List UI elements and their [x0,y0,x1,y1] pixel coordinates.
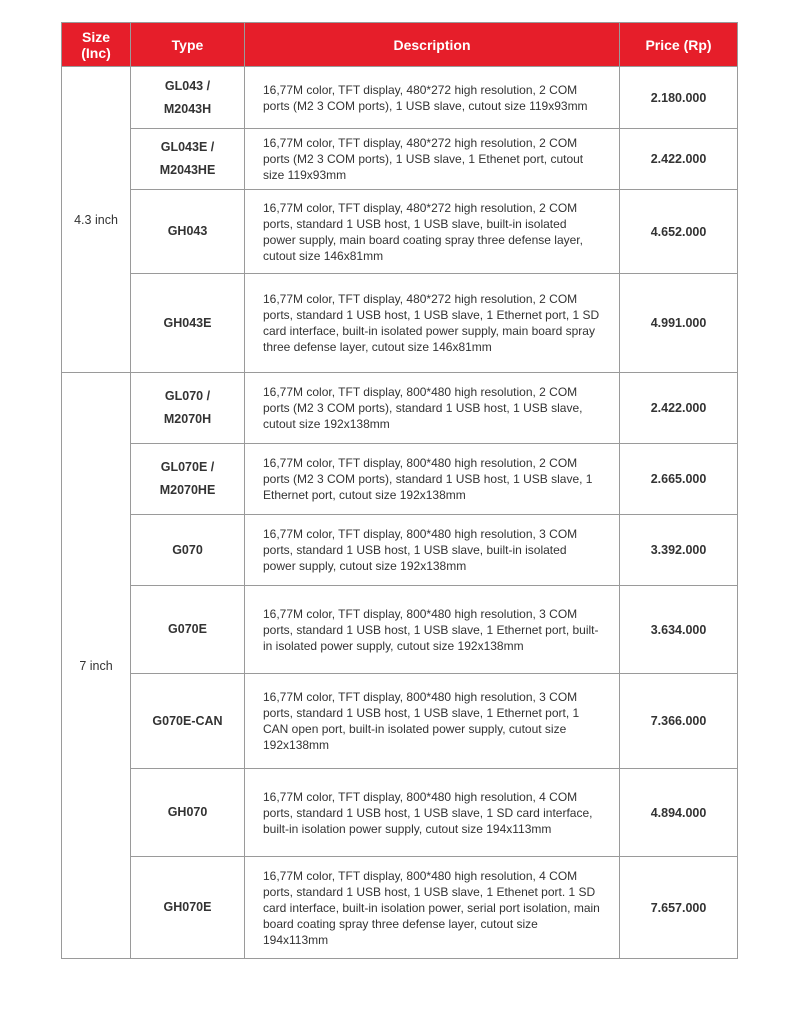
price-cell: 4.894.000 [620,769,738,857]
description-cell: 16,77M color, TFT display, 480*272 high resolution, 2 COM ports, standard 1 USB host, 1 USB slave, built-in isolated power supply, main board coating spray three defense layer, cutout size 146x81mm [245,190,620,274]
type-label: G070E [168,622,207,636]
type-cell [131,444,245,515]
table-row [62,586,738,674]
type-cell [131,129,245,190]
price-cell: 2.422.000 [620,373,738,444]
type-cell [131,674,245,769]
type-label: GL043 / [164,78,211,93]
type-label: GL043E / [160,140,215,154]
table-body [62,67,738,959]
price-cell: 7.657.000 [620,857,738,959]
type-label: M2070H [163,412,212,426]
header-price: Price (Rp) [620,23,738,67]
price-table [61,22,738,959]
description-cell: 16,77M color, TFT display, 800*480 high resolution, 2 COM ports (M2 3 COM ports), standard 1 USB host, 1 USB slave, 1 Ethernet port, cutout size 192x138mm [245,444,620,515]
description-cell: 16,77M color, TFT display, 800*480 high resolution, 3 COM ports, standard 1 USB host, 1 USB slave, 1 Ethernet port, built-in isolated power supply, cutout size 192x138mm [245,586,620,674]
description-cell: 16,77M color, TFT display, 800*480 high resolution, 2 COM ports (M2 3 COM ports), standard 1 USB host, 1 USB slave, cutout size 192x138mm [245,373,620,444]
price-cell: 4.991.000 [620,274,738,373]
price-cell: 2.180.000 [620,67,738,129]
table-row [62,190,738,274]
price-cell: 4.652.000 [620,190,738,274]
type-cell [131,373,245,444]
header-size-line2: (Inc) [81,44,111,61]
type-label: GH043E [163,315,212,330]
description-cell: 16,77M color, TFT display, 800*480 high resolution, 4 COM ports, standard 1 USB host, 1 USB slave, 1 Ethenet port. 1 SD card interface, built-in isolation power, serial port isolation, main board coating spray three defense layer, cutout size 194x113mm [245,857,620,959]
description-cell: 16,77M color, TFT display, 480*272 high resolution, 2 COM ports (M2 3 COM ports), 1 USB slave, 1 Ethenet port, cutout size 119x93mm [245,129,620,190]
header-size-line1: Size [81,28,110,45]
type-label: M2043HE [159,163,216,177]
type-label: M2043H [163,101,212,116]
price-cell: 2.422.000 [620,129,738,190]
type-cell [131,67,245,129]
description-cell: 16,77M color, TFT display, 800*480 high resolution, 3 COM ports, standard 1 USB host, 1 USB slave, 1 Ethernet port, 1 CAN open port, built-in isolated power supply, cutout size 192x138mm [245,674,620,769]
type-label: GH043 [167,224,208,238]
type-cell [131,515,245,586]
type-label: M2070HE [159,483,216,497]
price-cell: 7.366.000 [620,674,738,769]
table-row [62,274,738,373]
type-cell [131,274,245,373]
price-cell: 3.634.000 [620,586,738,674]
table-row [62,769,738,857]
description-cell: 16,77M color, TFT display, 800*480 high resolution, 3 COM ports, standard 1 USB host, 1 USB slave, built-in isolated power supply, cutout size 192x138mm [245,515,620,586]
description-cell: 16,77M color, TFT display, 800*480 high resolution, 4 COM ports, standard 1 USB host, 1 USB slave, 1 SD card interface, built-in isolation power supply, cutout size 194x113mm [245,769,620,857]
type-cell [131,857,245,959]
header-type: Type [131,23,245,67]
price-cell: 2.665.000 [620,444,738,515]
type-cell [131,190,245,274]
table-row [62,129,738,190]
table-row [62,674,738,769]
table-row [62,444,738,515]
type-label: GH070 [167,805,208,819]
type-label: G070 [172,542,203,557]
price-cell: 3.392.000 [620,515,738,586]
table-row [62,515,738,586]
size-cell: 4.3 inch [62,67,131,373]
type-cell [131,586,245,674]
type-label: GH070E [163,900,212,914]
description-cell: 16,77M color, TFT display, 480*272 high resolution, 2 COM ports (M2 3 COM ports), 1 USB slave, cutout size 119x93mm [245,67,620,129]
table-row [62,857,738,959]
table-row [62,67,738,129]
description-cell: 16,77M color, TFT display, 480*272 high resolution, 2 COM ports, standard 1 USB host, 1 USB slave, 1 Ethernet port, 1 SD card interface, built-in isolated power supply, main board spray three defense layer, cutout size 146x81mm [245,274,620,373]
size-cell: 7 inch [62,373,131,959]
table-row [62,373,738,444]
header-size [62,23,131,67]
header-description: Description [245,23,620,67]
table-header-row [62,23,738,67]
type-label: G070E-CAN [152,713,223,728]
type-label: GL070 / [164,389,211,403]
type-cell [131,769,245,857]
type-label: GL070E / [160,460,215,474]
